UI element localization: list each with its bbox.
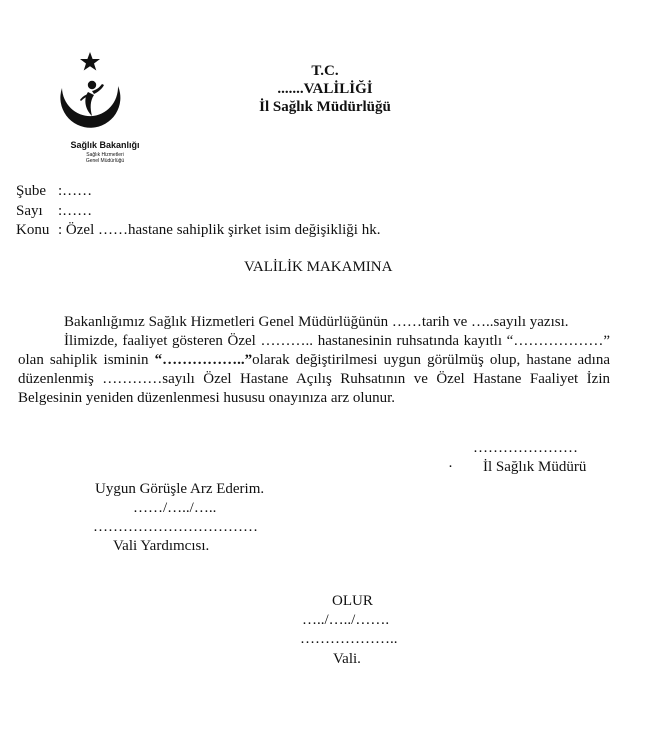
org-subtitle-line1: Sağlık Hizmetleri — [86, 152, 124, 158]
konu-label: Konu — [16, 222, 50, 238]
org-subtitle-line2: Genel Müdürlüğü — [85, 158, 125, 164]
deputy-title: Vali Yardımcısı. — [113, 538, 210, 554]
konu-field — [16, 222, 380, 239]
body-paragraph — [18, 332, 610, 408]
body-p2-c: olarak değiştirilmesi uygun görülmüş olup, hastane adına düzenlenmiş …………sayılı Özel Hastane Açılış Ruhsatının ve Özel Hastane Faaliyet İzin Belgesinin yeniden düzenlenmesi hususu onayınıza arz olunur. — [18, 352, 610, 406]
governor-approve: OLUR — [332, 593, 373, 609]
deputy-date: ……/…../….. — [133, 500, 217, 516]
ministry-logo — [40, 52, 140, 182]
sayi-label: Sayı — [16, 203, 43, 219]
header-directorate: İl Sağlık Müdürlüğü — [259, 99, 391, 115]
body-line1: Bakanlığımız Sağlık Hizmetleri Genel Müdürlüğünün ……tarih ve …..sayılı yazısı. — [64, 314, 569, 330]
body-text — [18, 313, 610, 408]
sayi-value: :…… — [58, 203, 93, 219]
sube-value: :…… — [58, 183, 93, 199]
ministry-of-health-emblem-icon — [44, 52, 136, 142]
sube-field — [16, 183, 92, 200]
governor-date: …../…../……. — [302, 612, 390, 628]
deputy-note: Uygun Görüşle Arz Ederim. — [95, 481, 265, 497]
body-p2-a: İlimizde, faaliyet gösteren Özel ……….. hastanesinin ruhsatında kayıtlı “………………” olan sahiplik isminin — [18, 333, 610, 368]
konu-value: : Özel ……hastane sahiplik şirket isim değişikliği hk. — [58, 222, 381, 238]
governor-title: Vali. — [333, 651, 361, 667]
director-dots: ………………… — [473, 440, 578, 456]
deputy-dots: …………………………… — [93, 519, 258, 535]
addressee: VALİLİK MAKAMINA — [244, 259, 393, 275]
director-title: İl Sağlık Müdürü — [483, 459, 587, 475]
body-p2-new-name: “……………..” — [154, 352, 253, 368]
sube-label: Şube — [16, 183, 46, 199]
header-valilik: .......VALİLİĞİ — [277, 81, 373, 97]
sayi-field — [16, 203, 92, 220]
director-bullet: · — [448, 459, 453, 475]
org-subtitle — [55, 152, 155, 164]
governor-dots: ……………….. — [300, 631, 398, 647]
header-tc: T.C. — [311, 63, 339, 79]
org-name: Sağlık Bakanlığı — [70, 140, 140, 150]
